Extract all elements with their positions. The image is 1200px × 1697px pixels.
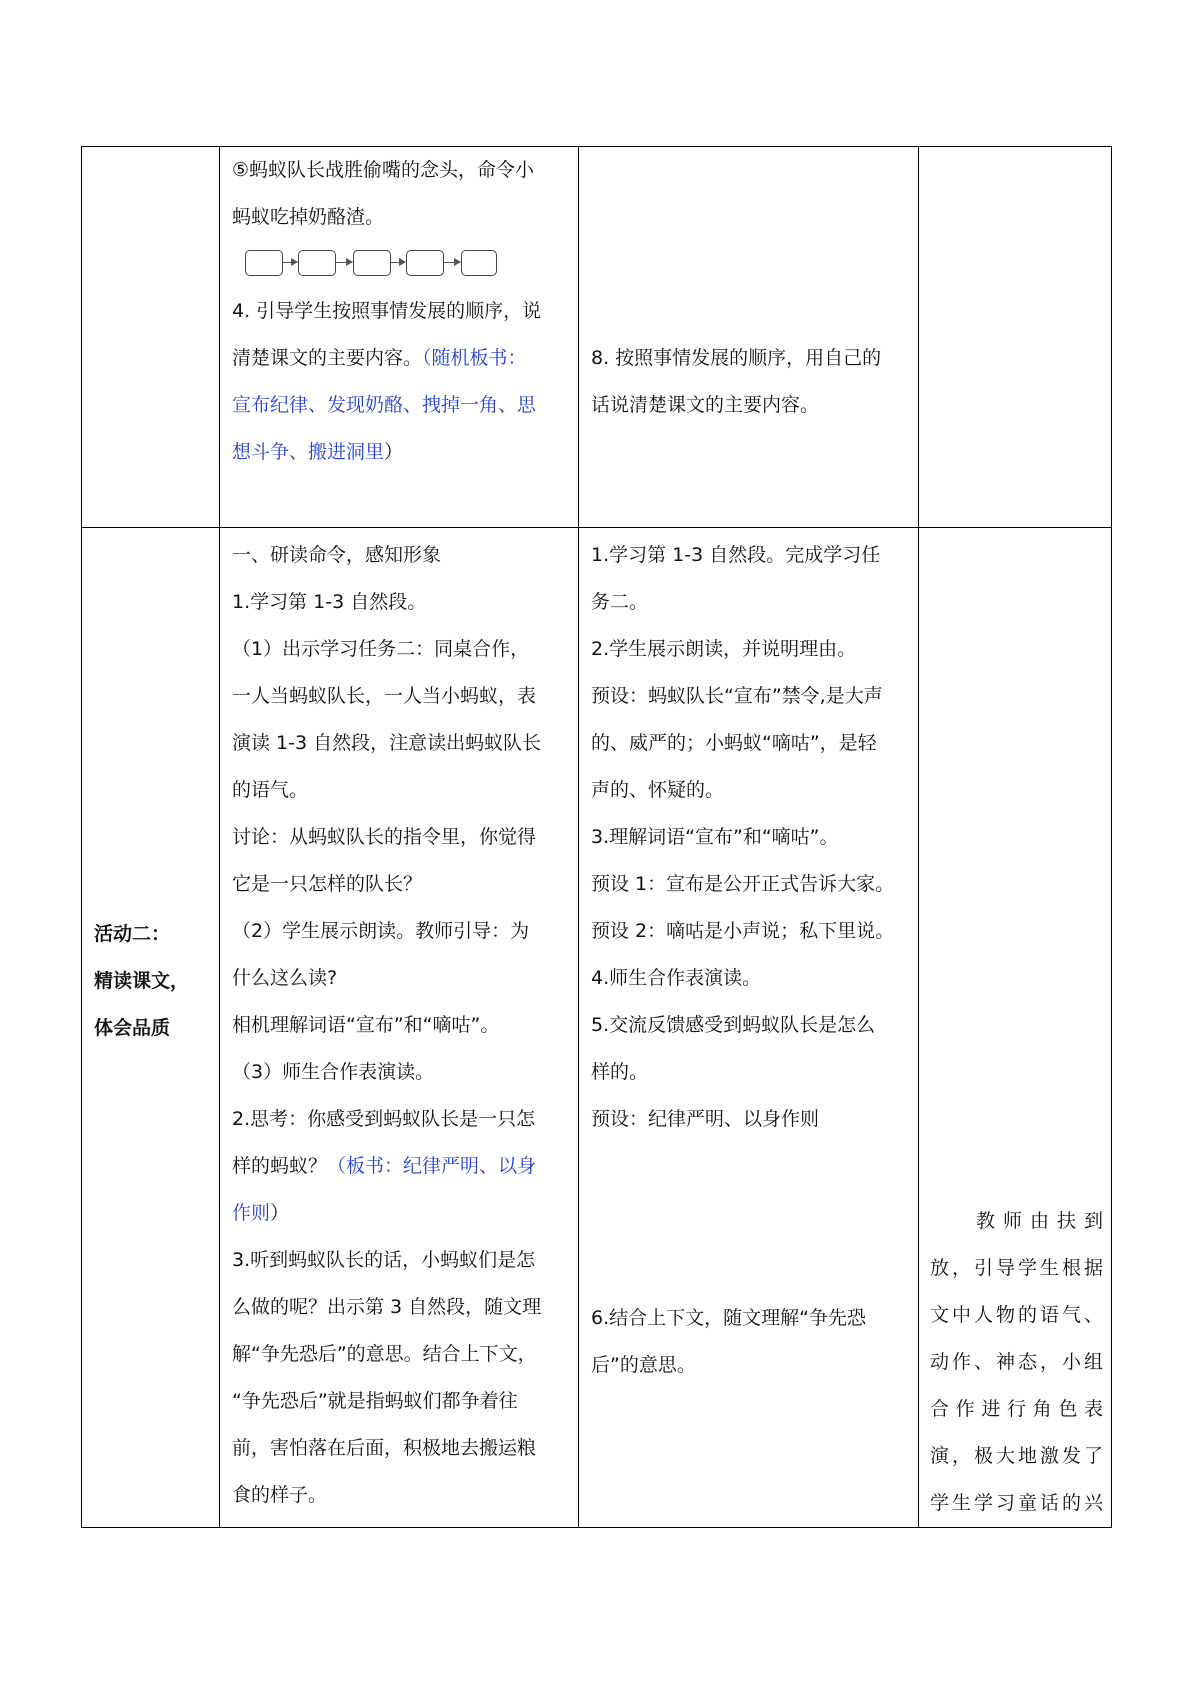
text-line: 预设 2：嘀咕是小声说；私下里说。 xyxy=(591,920,895,942)
flow-box xyxy=(406,250,444,276)
text-line: 一人当蚂蚁队长，一人当小蚂蚁，表 xyxy=(232,685,537,707)
text-line: 食的样子。 xyxy=(232,1484,328,1506)
text-line: 务二。 xyxy=(591,591,649,613)
text-line: 预设 1：宣布是公开正式告诉大家。 xyxy=(591,873,895,895)
text-line: 2.思考：你感受到蚂蚁队长是一只怎 xyxy=(232,1108,536,1130)
activity-title-line: 体会品质 xyxy=(94,1017,171,1039)
text-line: 8. 按照事情发展的顺序，用自己的 xyxy=(591,347,882,369)
text-line: 什么这么读? xyxy=(232,967,338,989)
flow-arrow-icon xyxy=(283,262,297,263)
blackboard-note: 想斗争、搬进洞里 xyxy=(232,441,385,463)
text-line: 1.学习第 1-3 自然段。 xyxy=(232,591,427,613)
activity-title-line: 活动二： xyxy=(94,923,171,945)
text-line: 解“争先恐后”的意思。结合上下文， xyxy=(232,1343,537,1365)
text-line: 1.学习第 1-3 自然段。完成学习任 xyxy=(591,544,881,566)
text-segment: ） xyxy=(384,441,404,463)
text-line: 合作进行角色表 xyxy=(930,1398,1103,1420)
row1-student-cell xyxy=(591,335,911,429)
text-line: 4. 引导学生按照事情发展的顺序，说 xyxy=(232,300,542,322)
text-line: 预设：纪律严明、以身作则 xyxy=(591,1108,820,1130)
column-divider xyxy=(918,147,919,1527)
row2-teacher-cell xyxy=(232,532,572,1519)
text-line: 学生学习童话的兴 xyxy=(930,1492,1103,1514)
row1-teacher-cell xyxy=(232,147,572,476)
text-segment: 清楚课文的主要内容。 xyxy=(232,347,423,369)
text-line: 的、威严的；小蚂蚁“嘀咕”，是轻 xyxy=(591,732,877,754)
text-line: 样的。 xyxy=(591,1061,649,1083)
text-line: 么做的呢？出示第 3 自然段，随文理 xyxy=(232,1296,542,1318)
text-line: 它是一只怎样的队长？ xyxy=(232,873,423,895)
text-line: 讨论：从蚂蚁队长的指令里，你觉得 xyxy=(232,826,537,848)
row2-student-cell-part2 xyxy=(591,1295,911,1389)
text-line: 教师由扶到 xyxy=(976,1210,1103,1232)
text-line xyxy=(232,1143,572,1190)
text-line xyxy=(232,429,572,476)
flow-arrow-icon xyxy=(336,262,352,263)
text-line: 一、研读命令，感知形象 xyxy=(232,544,442,566)
flow-arrow-icon xyxy=(444,262,460,263)
activity-title-line: 精读课文， xyxy=(94,970,190,992)
flow-box xyxy=(245,250,283,276)
text-line: 6.结合上下文，随文理解“争先恐 xyxy=(591,1307,866,1329)
text-line: 3.理解词语“宣布”和“嘀咕”。 xyxy=(591,826,839,848)
flow-box xyxy=(298,250,336,276)
row-divider xyxy=(82,527,1111,528)
text-line: （1）出示学习任务二：同桌合作， xyxy=(232,638,530,660)
blackboard-note: （板书：纪律严明、以身 xyxy=(327,1155,537,1177)
text-line: 2.学生展示朗读，并说明理由。 xyxy=(591,638,857,660)
text-line: 前，害怕落在后面，积极地去搬运粮 xyxy=(232,1437,537,1459)
text-line xyxy=(232,335,572,382)
text-line: 5.交流反馈感受到蚂蚁队长是怎么 xyxy=(591,1014,876,1036)
text-line: 3.听到蚂蚁队长的话，小蚂蚁们是怎 xyxy=(232,1249,536,1271)
text-line: 4.师生合作表演读。 xyxy=(591,967,762,989)
text-line xyxy=(232,1190,572,1237)
text-line: 演，极大地激发了 xyxy=(930,1445,1103,1467)
column-divider xyxy=(219,147,220,1527)
blackboard-note: （随机板书： xyxy=(422,347,527,369)
row2-student-cell xyxy=(591,532,911,1143)
text-line: 演读 1-3 自然段，注意读出蚂蚁队长 xyxy=(232,732,542,754)
text-line: 蚂蚁吃掉奶酪渣。 xyxy=(232,206,385,228)
flow-diagram xyxy=(232,241,572,288)
text-line: 文中人物的语气、 xyxy=(930,1304,1103,1326)
column-divider xyxy=(578,147,579,1527)
text-segment: ） xyxy=(270,1202,290,1224)
text-line: 声的、怀疑的。 xyxy=(591,779,725,801)
lesson-plan-table xyxy=(81,146,1112,1528)
text-line: 动作、神态，小组 xyxy=(930,1351,1103,1373)
text-line: 预设：蚂蚁队长“宣布”禁令,是大声 xyxy=(591,685,883,707)
text-line: 后”的意思。 xyxy=(591,1354,696,1376)
text-line: （2）学生展示朗读。教师引导：为 xyxy=(232,920,530,942)
text-segment: 样的蚂蚁？ xyxy=(232,1155,328,1177)
text-line: 放，引导学生根据 xyxy=(930,1257,1103,1279)
text-line: 相机理解词语“宣布”和“嘀咕”。 xyxy=(232,1014,500,1036)
flow-box xyxy=(461,250,497,276)
design-intent-cell xyxy=(930,1198,1103,1527)
text-line: 话说清楚课文的主要内容。 xyxy=(591,394,820,416)
text-line: “争先恐后”就是指蚂蚁们都争着往 xyxy=(232,1390,518,1412)
text-line: ⑤蚂蚁队长战胜偷嘴的念头，命令小 xyxy=(232,159,535,181)
blackboard-note: 作则 xyxy=(232,1202,271,1224)
text-line: 的语气。 xyxy=(232,779,309,801)
flow-box xyxy=(353,250,391,276)
blackboard-note: 宣布纪律、发现奶酪、拽掉一角、思 xyxy=(232,394,537,416)
activity-title-cell xyxy=(94,911,214,1052)
flow-arrow-icon xyxy=(391,262,405,263)
text-line: （3）师生合作表演读。 xyxy=(232,1061,435,1083)
